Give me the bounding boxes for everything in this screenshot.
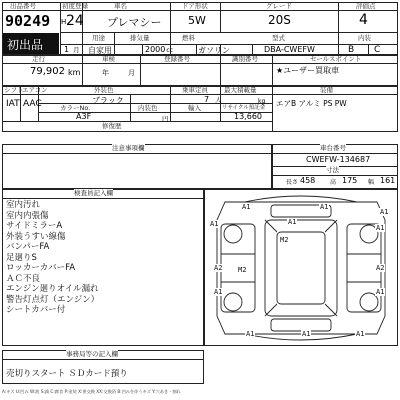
vehicle-year-unit: 年 [102,69,109,77]
office-remark: 売切りスタート ＳＤカード預り [6,369,128,379]
height-label: 高 [330,179,337,186]
inspection-item: シートカバー付 [6,305,66,315]
inspection-item: 外装うすい線傷 [6,231,66,242]
aircon-label: エアコン [22,86,48,94]
fuel-label: 燃料 [182,34,195,42]
damage-mark: A1 [214,288,223,296]
width-value: 161 [380,176,396,185]
capacity-value: 7 人 [204,95,222,104]
sales-label: セールスポイント [310,55,362,63]
frame-label: 車台番号 [320,144,346,152]
damage-mark: A1 [356,330,365,338]
inspection-item: サイドミラーA [6,221,63,231]
score-label: 評価点 [356,2,376,10]
recycle-label: リサイクル預託金 [222,105,266,111]
mileage-unit: km [68,68,81,77]
history-label: 修復歴 [102,122,122,130]
car-name-label: 車名 [114,2,127,10]
vehicle-month-unit: 月 [128,69,135,77]
car-diagram [205,190,397,345]
width-label: 幅 [368,179,375,186]
load-label: 最大積載量 [224,86,257,94]
usage-label: 用途 [92,34,105,42]
shift-label: シフト [4,86,24,94]
exterior-grade: C [374,45,381,55]
inspection-title: 検査員記入欄 [74,189,113,197]
damage-mark: A1 [242,203,251,211]
length-label: 長さ [286,179,299,186]
height-value: 175 [342,176,358,185]
length-value: 458 [300,176,316,185]
fuel-value: ガソリン [198,46,230,55]
interior-color-label: 内装色 [138,104,158,112]
model-value: DBA-CWEFW [264,45,315,54]
recycle-value: 13,660 [234,112,262,121]
score-value: 4 [359,12,368,28]
office-title: 事務局等の記入欄 [66,350,118,358]
cc-value: 2000cc [145,45,173,54]
inspection-item: 足廻りS [6,252,37,263]
inspection-item: ロッカーカバーFA [6,263,76,273]
sales-point: ★ユーザー買取車 [276,66,340,75]
import-label: 輸入 [188,104,201,112]
damage-mark: A1 [246,330,255,338]
equipment-label: 装備 [320,86,333,94]
inspection-item: 警告灯点灯（エンジン） [6,294,100,305]
inspection-item: 室内内張傷 [6,210,49,221]
recycle-unit: 円 [162,115,169,123]
grade-value: 20S [268,13,291,27]
reg-label: 登録番号 [164,55,190,63]
car-name: プレマシー [107,16,162,29]
month-value: 1 月 [64,45,80,54]
color-no-label: カラーNo. [60,104,91,112]
load-unit: kg [258,98,266,105]
damage-mark: A1 [288,218,297,226]
color-value: ブラック [92,96,124,105]
diagram-box [204,189,398,346]
grade-label: グレード [266,2,292,10]
shift-value: IAT [6,99,20,109]
damage-mark: A1 [210,220,219,228]
inspection-item: エンジン廻りオイル漏れ [6,284,99,294]
frame-number: CWEFW-134687 [306,155,371,164]
regno-label: 識別番号 [232,55,258,63]
legend-text: A:キズ U:凹み W:波 S:錆 C:腐食 P:塗装 X:要交換 XX:交換済 B:凹みを伴うキズ Y:穴あき・割れ [2,389,181,394]
damage-mark: M2 [280,236,289,244]
damage-mark: A1 [380,208,389,216]
interior-grade: B [348,45,355,55]
damage-mark: A1 [376,288,385,296]
caution-title: 注意事項欄 [112,144,145,152]
capacity-label: 乗車定員 [182,86,208,94]
doors-label: ドア形状 [182,2,208,10]
inspection-list [6,200,202,316]
inspection-item: バンパーFA [6,242,50,252]
color-label: 外装色 [94,86,114,94]
doors-value: 5W [188,14,206,27]
first-listing-badge: 初出品 [3,33,59,54]
lot-number: 90249 [5,12,51,30]
year-label: 初度登録 [62,2,88,10]
inspection-item: ＡＣ不良 [6,273,41,284]
damage-mark: A1 [376,224,385,232]
year-value: 24 [66,13,84,29]
damage-mark: A1 [302,330,311,338]
mileage-value: 79,902 [30,66,65,77]
mileage-label: 走行 [32,55,45,63]
model-label: 型式 [272,34,285,42]
auction-sheet [2,2,398,398]
damage-mark: A2 [214,264,223,272]
color-no-value: A3F [76,112,92,121]
dims-label: 寸法 [326,166,339,174]
damage-mark: M2 [238,266,247,274]
era-letter: H [61,18,67,26]
damage-mark: A1 [320,203,329,211]
equipment-value: エアB アルミ PS PW [276,99,347,108]
cc-label: 排気量 [130,34,150,42]
inspection-item: 室内汚れ [6,200,41,210]
aircon-value: AAC [23,99,42,109]
damage-mark: A2 [376,264,385,272]
interior-label: 内装 [358,34,371,42]
lot-no-label: 出品番号 [10,2,36,10]
vehicle-label: 車検 [102,55,115,63]
usage-value: 自家用 [88,46,112,55]
